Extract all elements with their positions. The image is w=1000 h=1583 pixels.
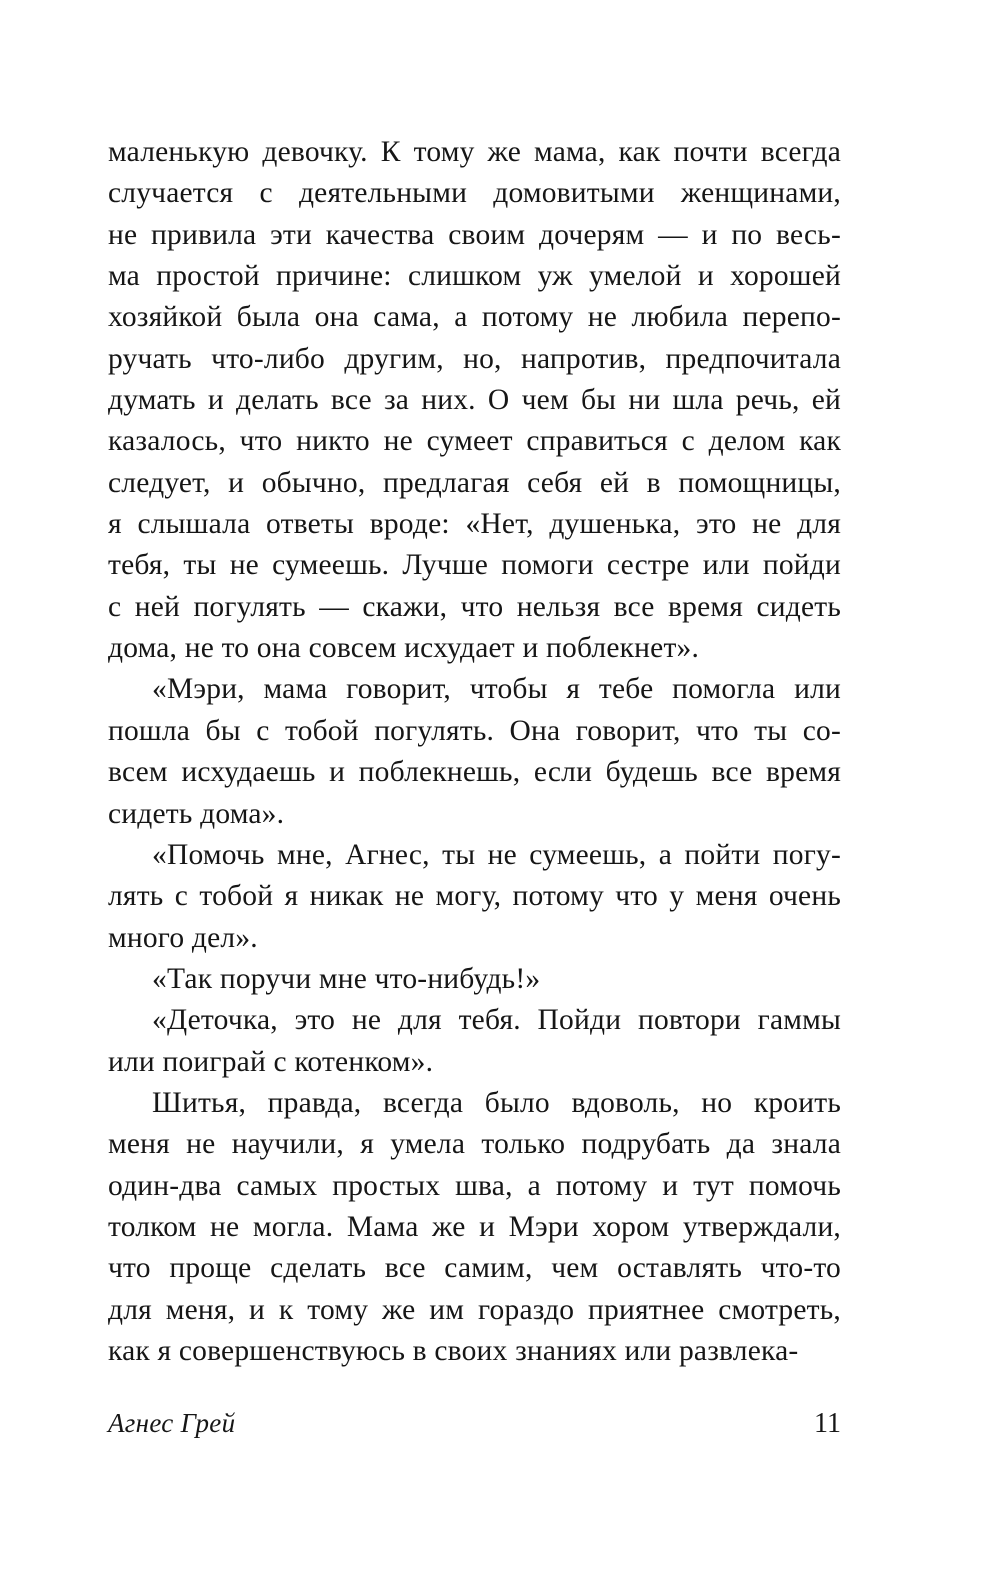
text-line: для меня, и к тому же им гораздо приятнее смотреть, xyxy=(108,1293,841,1326)
text-line: не привила эти качества своим дочерям — и по весь- xyxy=(108,218,841,251)
text-line: «Так поручи мне что-нибудь!» xyxy=(152,962,541,995)
page-number: 11 xyxy=(814,1408,841,1439)
page-footer xyxy=(108,1408,841,1440)
text-line: Шитья, правда, всегда было вдоволь, но кроить xyxy=(152,1086,841,1119)
running-header-book-title: Агнес Грей xyxy=(108,1408,236,1438)
text-line: лять с тобой я никак не могу, потому что у меня очень xyxy=(108,880,841,913)
text-line: толком не могла. Мама же и Мэри хором утверждали, xyxy=(108,1210,841,1243)
text-line: сидеть дома». xyxy=(108,797,285,830)
text-line: дома, не то она совсем исхудает и поблекнет». xyxy=(108,632,700,665)
text-line: ручать что-либо другим, но, напротив, предпочитала xyxy=(108,342,841,375)
text-line: случается с деятельными домовитыми женщинами, xyxy=(108,177,841,210)
text-line: много дел». xyxy=(108,921,258,954)
text-line: или поиграй с котенком». xyxy=(108,1045,434,1078)
text-line: казалось, что никто не сумеет справиться с делом как xyxy=(108,425,841,458)
text-line: всем исхудаешь и поблекнешь, если будешь все время xyxy=(108,756,841,789)
text-line: с ней погулять — скажи, что нельзя все время сидеть xyxy=(108,590,841,623)
text-line: следует, и обычно, предлагая себя ей в помощницы, xyxy=(108,466,841,499)
text-line: как я совершенствуюсь в своих знаниях или развлека- xyxy=(108,1334,799,1367)
text-line: думать и делать все за них. О чем бы ни шла речь, ей xyxy=(108,384,841,417)
text-line: «Мэри, мама говорит, чтобы я тебе помогла или xyxy=(152,673,841,706)
text-line: «Деточка, это не для тебя. Пойди повтори гаммы xyxy=(152,1004,841,1037)
text-line: пошла бы с тобой погулять. Она говорит, что ты со- xyxy=(108,714,841,747)
text-line: тебя, ты не сумеешь. Лучше помоги сестре или пойди xyxy=(108,549,841,582)
text-block xyxy=(108,132,841,1372)
text-line: «Помочь мне, Агнес, ты не сумеешь, а пойти погу- xyxy=(152,838,841,871)
text-line: маленькую девочку. К тому же мама, как почти всегда xyxy=(108,136,841,168)
text-line: меня не научили, я умела только подрубать да знала xyxy=(108,1128,841,1161)
text-line: что проще сделать все самим, чем оставлять что-то xyxy=(108,1252,841,1285)
text-line: ма простой причине: слишком уж умелой и хорошей xyxy=(108,260,841,293)
text-line: один-два самых простых шва, а потому и тут помочь xyxy=(108,1169,841,1202)
text-line: хозяйкой была она сама, а потому не любила перепо- xyxy=(108,301,841,334)
text-line: я слышала ответы вроде: «Нет, душенька, это не для xyxy=(108,508,841,541)
